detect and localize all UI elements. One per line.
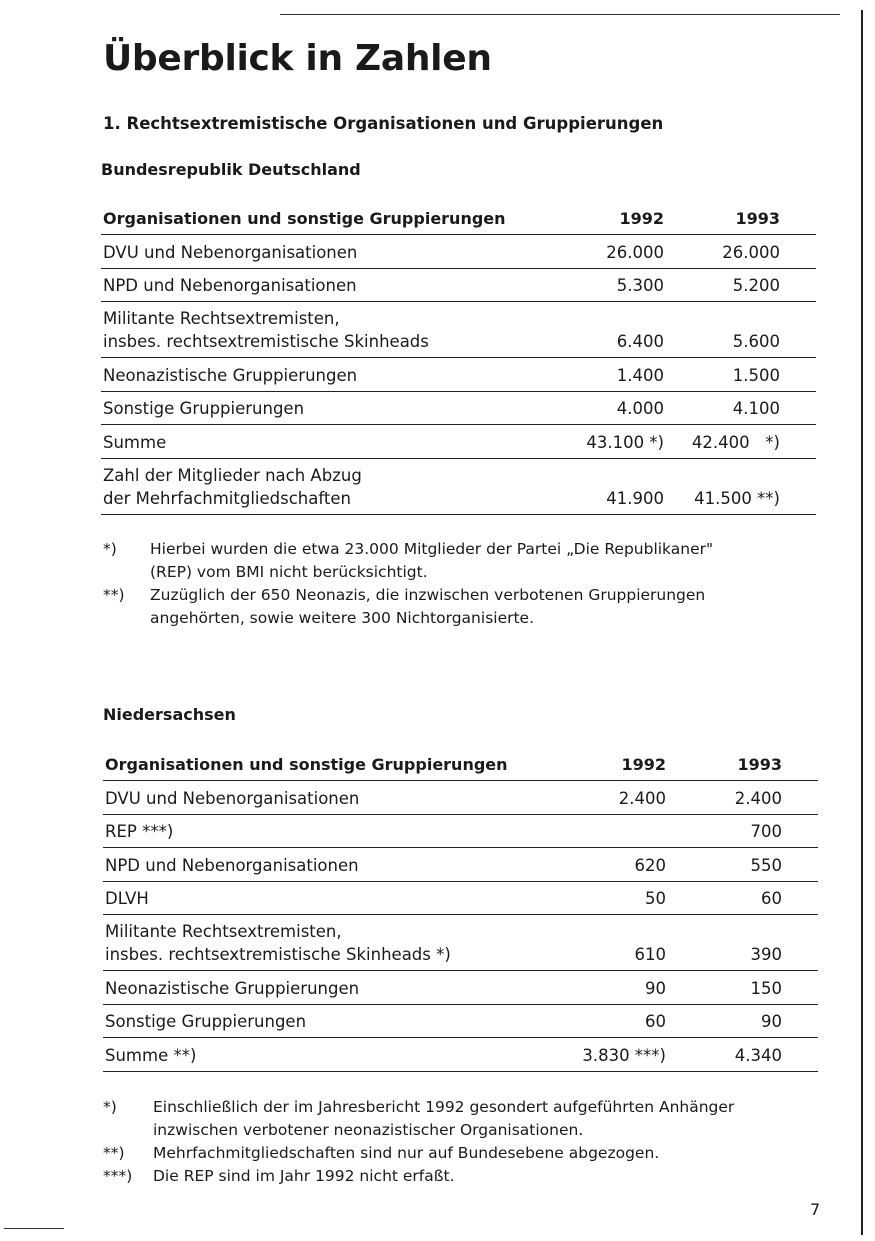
row-label: [103, 241, 357, 264]
value-1993: 550: [750, 855, 782, 875]
footnote-text: Mehrfachmitgliedschaften sind nur auf Bundesebene abgezogen.: [153, 1144, 660, 1162]
row-label: [103, 364, 357, 387]
footnote-text: Die REP sind im Jahr 1992 nicht erfaßt.: [153, 1167, 455, 1185]
value-1992: 610: [634, 945, 666, 964]
row-label-line: Summe **): [105, 1045, 197, 1065]
row-label: [105, 1010, 306, 1033]
value-1993: 26.000: [722, 242, 780, 262]
value-1992: 50: [645, 889, 666, 908]
table-row: [101, 269, 816, 303]
row-label-line: Zahl der Mitglieder nach Abzug: [103, 465, 362, 485]
nds-table: [103, 751, 818, 1072]
row-label-line: NPD und Nebenorganisationen: [105, 855, 359, 875]
bund-footnotes: [103, 538, 803, 630]
row-label: [103, 307, 429, 353]
table-row: [103, 882, 818, 916]
table-row: [103, 848, 818, 882]
row-label-line: REP ***): [105, 822, 174, 841]
row-label-line: DVU und Nebenorganisationen: [103, 242, 358, 262]
table-row: [101, 302, 816, 358]
row-label: [105, 977, 359, 1000]
row-label-line: Militante Rechtsextremisten,: [103, 309, 340, 328]
value-1993: 150: [750, 978, 782, 998]
footnote: [103, 584, 803, 630]
table-row: [103, 1038, 818, 1072]
value-1993: 5.200: [732, 276, 780, 295]
row-label-line: Sonstige Gruppierungen: [105, 1012, 307, 1031]
row-label: [103, 397, 304, 420]
row-label: [105, 820, 173, 843]
value-1993: 4.100: [732, 399, 780, 418]
footnote-text: Einschließlich der im Jahresbericht 1992 gesondert aufgeführten Anhänger: [153, 1098, 735, 1116]
footnote: [103, 538, 803, 584]
row-label: [103, 431, 166, 454]
footnote-text: (REP) vom BMI nicht berücksichtigt.: [150, 563, 428, 581]
value-1992: 620: [634, 855, 666, 875]
footnote: [103, 1142, 823, 1165]
row-label-line: Summe: [103, 432, 167, 452]
row-label-line: der Mehrfachmitgliedschaften: [103, 488, 351, 508]
row-label-line: Sonstige Gruppierungen: [103, 399, 305, 418]
table-row: [103, 781, 818, 815]
footnote-mark: **): [103, 586, 125, 604]
footnote: [103, 1165, 823, 1188]
footnote-text: angehörten, sowie weitere 300 Nichtorganisierte.: [150, 609, 535, 627]
value-1993: 90: [761, 1012, 782, 1031]
row-label: [103, 464, 362, 510]
footnote-text: Hierbei wurden die etwa 23.000 Mitglieder der Partei „Die Republikaner": [150, 540, 714, 558]
bund-heading: Bundesrepublik Deutschland: [101, 160, 361, 179]
row-label: [105, 787, 359, 810]
row-label: [105, 1044, 196, 1067]
footnote-mark: *): [103, 1098, 117, 1116]
bottom-left-mark: [4, 1228, 64, 1229]
footnote-text: inzwischen verbotener neonazistischer Organisationen.: [153, 1121, 584, 1139]
table-row: [103, 815, 818, 849]
value-1992: 41.900: [606, 488, 664, 508]
value-1993: 60: [761, 889, 782, 908]
page-title: Überblick in Zahlen: [103, 38, 492, 79]
value-1993: 700: [750, 822, 782, 841]
header-year-1992: 1992: [619, 209, 664, 228]
header-year-1993: 1993: [737, 755, 782, 774]
value-1993: 390: [750, 945, 782, 964]
bund-table: [101, 205, 816, 515]
footnote: [103, 1096, 823, 1142]
table-row: [101, 358, 816, 392]
value-1992: 60: [645, 1012, 666, 1031]
row-label-line: DVU und Nebenorganisationen: [105, 788, 360, 808]
value-1992: 4.000: [616, 399, 664, 418]
value-1993: 1.500: [732, 365, 780, 385]
header-label: Organisationen und sonstige Gruppierungen: [103, 209, 506, 228]
value-1992: 90: [645, 978, 666, 998]
table-row: [101, 235, 816, 269]
value-1992: 26.000: [606, 242, 664, 262]
footnote-text: Zuzüglich der 650 Neonazis, die inzwischen verbotenen Gruppierungen: [150, 586, 706, 604]
row-label-line: Militante Rechtsextremisten,: [105, 922, 342, 941]
value-1993: 4.340: [734, 1045, 782, 1065]
value-1993: 41.500 **): [694, 488, 780, 508]
table-header: [103, 751, 818, 781]
top-rule: [280, 14, 840, 15]
value-1993: 5.600: [732, 332, 780, 351]
value-1992: 43.100 *): [586, 432, 664, 452]
header-year-1993: 1993: [735, 209, 780, 228]
table-row: [101, 459, 816, 515]
table-row: [103, 1005, 818, 1039]
row-label: [105, 887, 149, 910]
nds-footnotes: [103, 1096, 823, 1188]
value-1992: 5.300: [616, 276, 664, 295]
table-row: [101, 392, 816, 426]
value-1992: 3.830 ***): [582, 1045, 666, 1065]
row-label-line: insbes. rechtsextremistische Skinheads *): [105, 945, 451, 964]
page-number: 7: [810, 1200, 821, 1219]
row-label-line: insbes. rechtsextremistische Skinheads: [103, 332, 429, 351]
row-label-line: NPD und Nebenorganisationen: [103, 276, 357, 295]
header-year-1992: 1992: [621, 755, 666, 774]
nds-heading: Niedersachsen: [103, 705, 236, 724]
row-label: [105, 920, 451, 966]
table-row: [101, 425, 816, 459]
footnote-mark: ***): [103, 1167, 133, 1185]
right-margin-rule: [861, 10, 863, 1235]
row-label-line: DLVH: [105, 889, 149, 908]
row-label-line: Neonazistische Gruppierungen: [103, 365, 358, 385]
footnote-mark: **): [103, 1144, 125, 1162]
header-label: Organisationen und sonstige Gruppierungen: [105, 755, 508, 774]
value-1993: 42.400 *): [691, 432, 780, 452]
table-row: [103, 971, 818, 1005]
value-1992: 6.400: [616, 332, 664, 351]
section-heading: 1. Rechtsextremistische Organisationen und Gruppierungen: [103, 114, 664, 133]
value-1993: 2.400: [734, 788, 782, 808]
value-1992: 2.400: [618, 788, 666, 808]
row-label: [105, 854, 359, 877]
table-header: [101, 205, 816, 235]
row-label: [103, 274, 357, 297]
row-label-line: Neonazistische Gruppierungen: [105, 978, 360, 998]
footnote-mark: *): [103, 540, 117, 558]
table-row: [103, 915, 818, 971]
value-1992: 1.400: [616, 365, 664, 385]
